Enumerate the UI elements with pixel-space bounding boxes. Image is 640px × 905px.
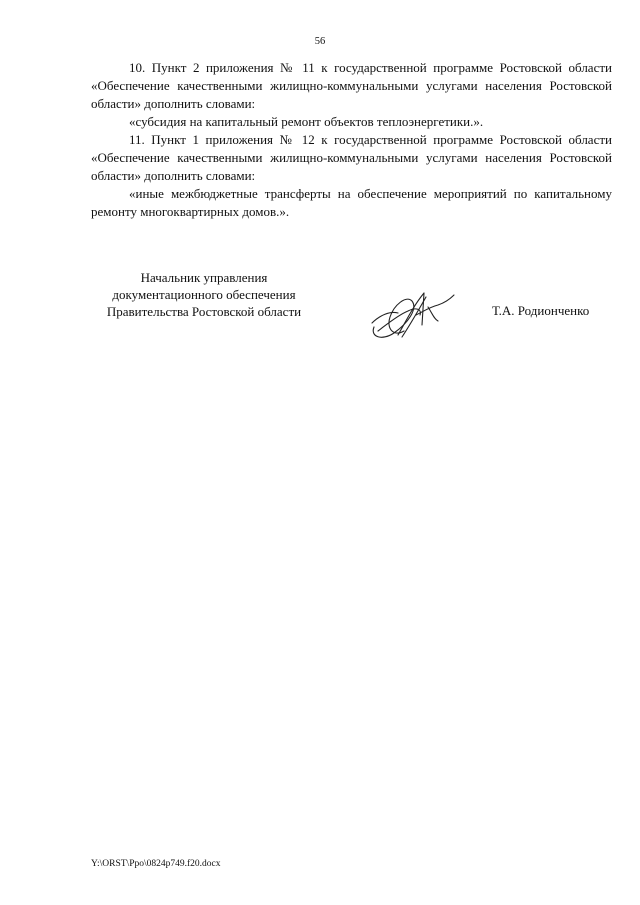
signatory-position-line-1: Начальник управления [140,270,268,285]
signatory-position [88,269,320,320]
paragraph-item-11: 11. Пункт 1 приложения № 12 к государственной программе Ростовской области «Обеспечение качественными жилищно-коммунальными услугами населения Ростовской области» дополнить словами: [91,132,612,183]
handwritten-signature [368,285,458,345]
paragraph-insert-transfers: «иные межбюджетные трансферты на обеспечение мероприятий по капитальному ремонту многоквартирных домов.». [91,186,612,219]
signatory-position-line-2: документационного обеспечения [112,287,296,302]
page-number: 56 [314,36,326,47]
paragraph-item-10: 10. Пункт 2 приложения № 11 к государственной программе Ростовской области «Обеспечение качественными жилищно-коммунальными услугами населения Ростовской области» дополнить словами: [91,60,612,111]
document-body [91,59,612,221]
signatory-position-line-3: Правительства Ростовской области [106,304,302,319]
signature-block [0,269,640,349]
file-path-footer: Y:\ORST\Ppo\0824p749.f20.docx [91,859,221,869]
signatory-name: Т.А. Родионченко [492,303,590,318]
paragraph-insert-subsidy: «субсидия на капитальный ремонт объектов теплоэнергетики.». [129,114,484,129]
